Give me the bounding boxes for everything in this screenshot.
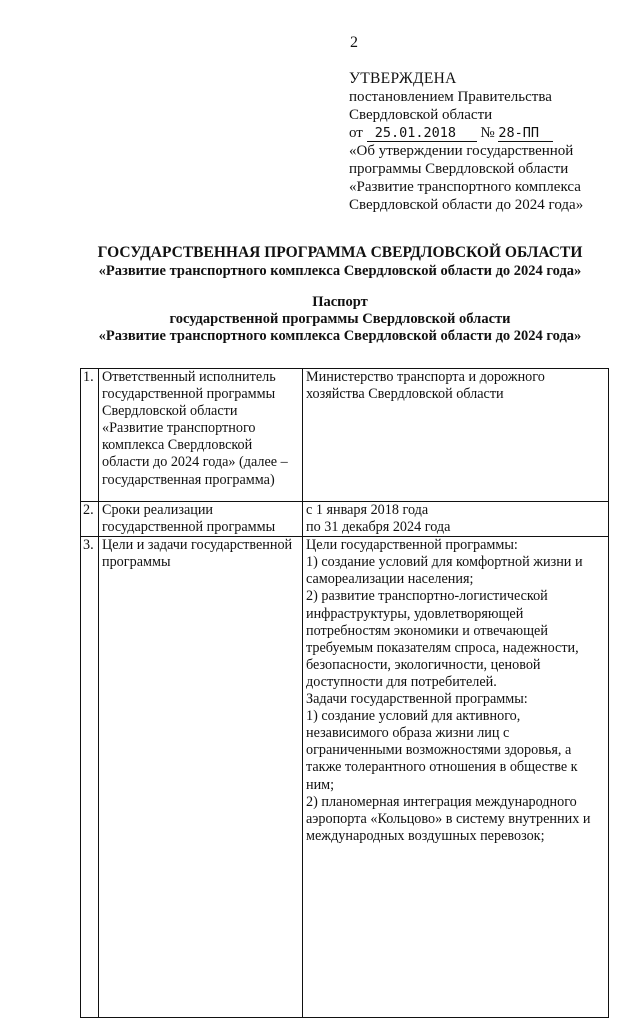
row-number: 1.: [81, 369, 99, 502]
passport-line: Паспорт: [312, 294, 368, 310]
approval-heading: УТВЕРЖДЕНА: [349, 70, 457, 87]
number-prefix: №: [480, 125, 495, 141]
value-line: Министерство транспорта и дорожного хозяйства Свердловской области: [306, 369, 545, 403]
program-title-sub: «Развитие транспортного комплекса Свердловской области до 2024 года»: [98, 263, 582, 279]
row-value: [303, 369, 609, 502]
passport-line: «Развитие транспортного комплекса Свердловской области до 2024 года»: [98, 328, 582, 344]
approval-date: [367, 126, 477, 142]
row-value: [303, 502, 609, 537]
approval-stamp: [349, 70, 599, 214]
passport-table: [80, 368, 609, 1018]
value-line: 2) развитие транспортно-логистической инфраструктуры, удовлетворяющей потребностям экономики и отвечающей требуемым показателям спроса, надежности, безопасности, экологичности, ценовой доступности для потребителей.: [306, 588, 579, 690]
value-line: по 31 декабря 2024 года: [306, 519, 451, 536]
passport-line: государственной программы Свердловской области: [169, 311, 511, 327]
date-prefix: от: [349, 125, 363, 141]
approval-number-value: 28-ПП: [498, 125, 540, 141]
table-row: [81, 537, 609, 1018]
approval-line: программы Свердловской области: [349, 161, 569, 177]
value-line: Задачи государственной программы:: [306, 691, 528, 708]
value-line: с 1 января 2018 года: [306, 502, 429, 518]
value-line: 1) создание условий для комфортной жизни и самореализации населения;: [306, 554, 583, 588]
approval-date-line: [349, 124, 599, 142]
approval-number: [498, 126, 553, 142]
approval-line: постановлением Правительства: [349, 89, 552, 105]
value-line: 2) планомерная интеграция международного аэропорта «Кольцово» в систему внутренних и международных воздушных перевозок;: [306, 793, 591, 844]
row-number: 3.: [81, 537, 99, 1018]
program-title-main: ГОСУДАРСТВЕННАЯ ПРОГРАММА СВЕРДЛОВСКОЙ ОБЛАСТИ: [97, 244, 583, 261]
row-label: Ответственный исполнитель государственной программы Свердловской области «Развитие транспортного комплекса Свердловской области до 2024 года» (далее – государственная программа): [99, 369, 303, 502]
approval-line: «Развитие транспортного комплекса: [349, 179, 581, 195]
table-row: [81, 502, 609, 537]
value-line: Цели государственной программы:: [306, 537, 518, 554]
row-number: 2.: [81, 502, 99, 537]
approval-date-value: 25.01.2018: [374, 125, 457, 141]
row-label: Сроки реализации государственной программы: [99, 502, 303, 537]
row-value: [303, 537, 609, 1018]
passport-heading: [40, 294, 640, 345]
program-title: [40, 243, 640, 281]
value-line: 1) создание условий для активного, независимого образа жизни лиц с ограниченными возможностями здоровья, а также толерантного отношения в обществе к ним;: [306, 708, 578, 793]
row-label: Цели и задачи государственной программы: [99, 537, 303, 1018]
page-number: 2: [350, 34, 358, 51]
approval-line: «Об утверждении государственной: [349, 143, 574, 159]
table-row: [81, 369, 609, 502]
approval-line: Свердловской области до 2024 года»: [349, 197, 584, 213]
approval-line: Свердловской области: [349, 107, 493, 123]
